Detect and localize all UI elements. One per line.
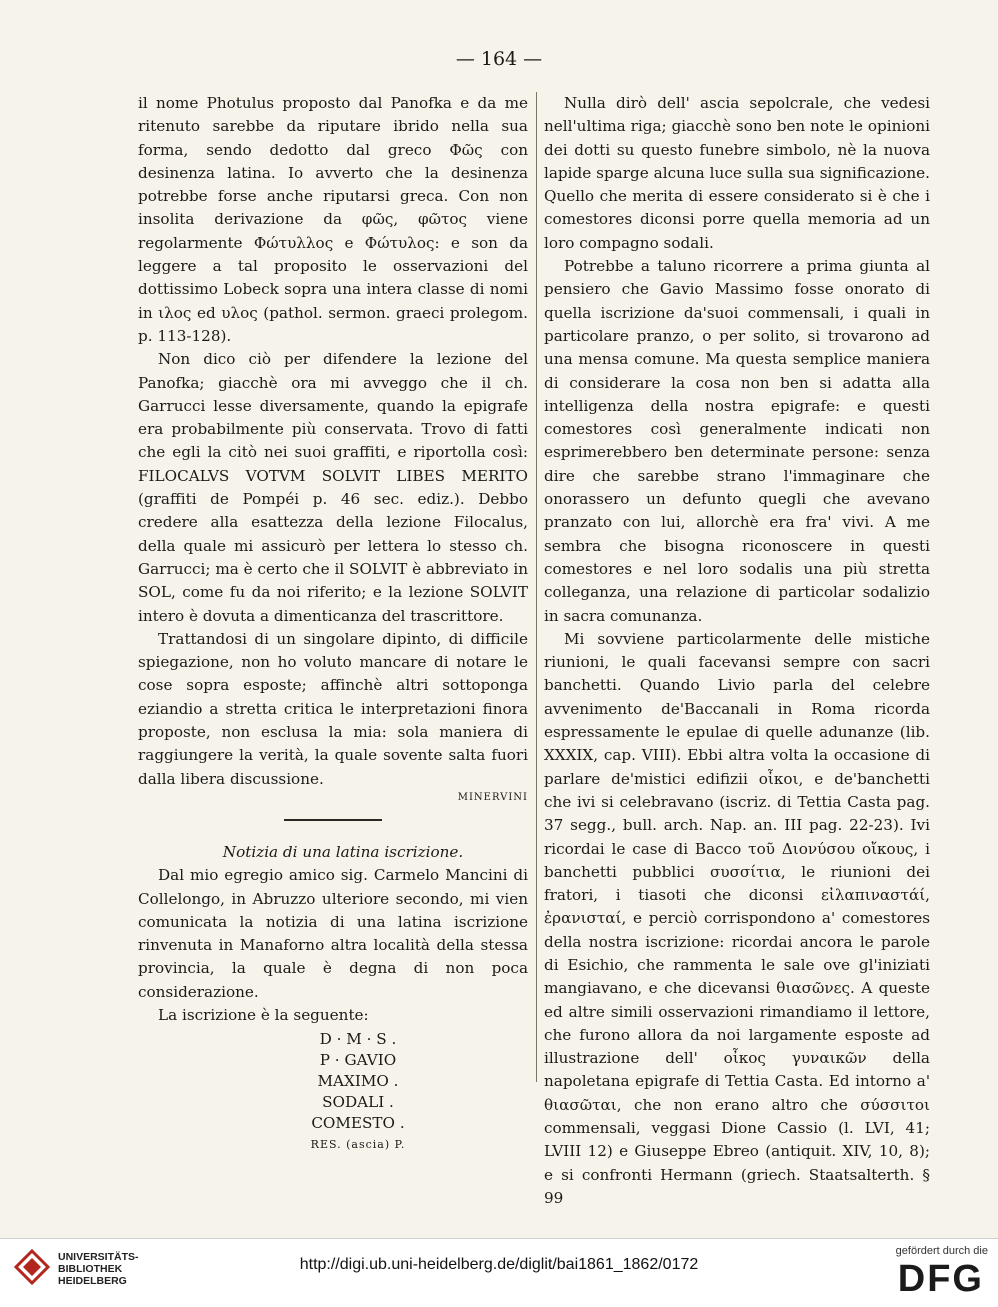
right-paragraph-2: Potrebbe a taluno ricorrere a prima giunta al pensiero che Gavio Massimo fosse onorato di quella iscrizione da'suoi commensali, i quali in particolare pranzo, o per solito, si trovarono ad una mensa comune. Ma questa semplice maniera di considerare la cosa non ben si adatta alla intelligenza della nostra epigrafe: e questi comestores così generalmente indicati non esprimerebbero ben determinate persone: senza dire che sarebbe strano l'immaginare che onorassero un defunto quegli che avevano pranzato con lui, allorchè era fra' vivi. A me sembra che bisogna riconoscere in questi comestores e nel loro sodalis una più stretta colleganza, una relazione di particolar sodalizio in sacra comunanza.: [544, 257, 930, 625]
permalink-url[interactable]: http://digi.ub.uni-heidelberg.de/diglit/bai1861_1862/0172: [299, 1256, 699, 1273]
right-paragraph-1: Nulla dirò dell' ascia sepolcrale, che vedesi nell'ultima riga; giacchè sono ben note le opinioni dei dotti su questo funebre simbolo, nè la nuova lapide sparge alcuna luce sulla sua significazione. Quello che merita di essere considerato si è che i comestores diconsi porre quella memoria ad un loro compagno sodali.: [544, 94, 930, 252]
left-paragraph-5: La iscrizione è la seguente:: [158, 1005, 369, 1024]
left-paragraph-3: Trattandosi di un singolare dipinto, di difficile spiegazione, non ho voluto mancare di notare le cose sopra esposte; affinchè altri sottoponga eziandio a stretta critica le interpretazioni finora proposte, non esclusa la mia: sola maniera di raggiungere la verità, la quale sovente salta fuori dalla libera discussione.: [138, 629, 528, 788]
left-column: [138, 92, 528, 1155]
inscription-line: D · M · S .: [319, 1030, 397, 1049]
right-column: [544, 92, 930, 1210]
left-paragraph-1: il nome Photulus proposto dal Panofka e da me ritenuto sarebbe da riputare ibrido nella sua forma, sendo dedotto dal greco Φῶς con desinenza latina. Io avverto che la desinenza potrebbe forse anche riputarsi greca. Con non insolita derivazione da φῶς, φῶτος viene regolarmente Φώτυλλος e Φώτυλος: e son da leggere a tal proposito le osservazioni del dottissimo Lobeck sopra una intera classe di nomi in ιλος ed υλος (pathol. sermon. graeci prolegom. p. 113-128).: [138, 94, 528, 345]
author-signature: MINERVINI: [457, 791, 528, 803]
inscription-line: COMESTO .: [311, 1114, 405, 1133]
funded-by-label: gefördert durch die: [895, 1245, 988, 1257]
inscription-line: RES. (ascia) P.: [310, 1138, 406, 1152]
column-rule: [536, 92, 537, 1082]
inscription-block: [138, 1029, 528, 1155]
inscription-line: P · GAVIO: [319, 1051, 397, 1070]
viewer-footer: [0, 1238, 998, 1307]
library-name-line: BIBLIOTHEK: [58, 1263, 123, 1275]
section-title: Notizia di una latina iscrizione.: [222, 842, 464, 861]
dfg-logo[interactable]: DFG: [897, 1258, 984, 1300]
section-separator: [284, 819, 382, 821]
library-name-line: UNIVERSITÄTS-: [58, 1251, 139, 1263]
inscription-line: SODALI .: [322, 1093, 394, 1112]
left-paragraph-4: Dal mio egregio amico sig. Carmelo Mancini di Collelongo, in Abruzzo ulteriore secondo, mi vien comunicata la notizia di una latina iscrizione rinvenuta in Manaforno altra località della stessa provincia, la quale è degna di non poca considerazione.: [138, 866, 528, 1001]
library-name-line: HEIDELBERG: [58, 1275, 127, 1287]
right-paragraph-3: Mi sovviene particolarmente delle mistiche riunioni, le quali facevansi sempre con sacri banchetti. Quando Livio parla del celebre avvenimento de'Baccanali in Roma ricorda espressamente le epulae di quelle adunanze (lib. XXXIX, cap. VIII). Ebbi altra volta la occasione di parlare de'mistici edifizii οἶκοι, e de'banchetti che ivi si celebravano (iscriz. di Tettia Casta pag. 37 segg., bull. arch. Nap. an. III pag. 22-23). Ivi ricordai le case di Bacco τοῦ Διονύσου οἴκους, i banchetti pubblici συσσίτια, le riunioni dei fratori, i tiasoti che diconsi εἰλαπιναστάί, ἐρανισταί, e perciò corrispondono a' comestores della nostra iscrizione: ricordai ancora le parole di Esichio, che rammenta le sale ove gl'iniziati mangiavano, e che dicevansi θιασῶνες. A queste ed altre simili osservazioni rimandiamo il lettore, che furono allora da noi largamente esposte ad illustrazione dell' οἶκος γυναικῶν della napoletana epigrafe di Tettia Casta. Ed intorno a' θιασῶται, che non erano altro che σύσσιτοι commensali, veggasi Dione Cassio (l. LVI, 41; LVIII 12) e Giuseppe Ebreo (antiquit. XIV, 10, 8); e si confronti Hermann (griech. Staatsalterth. § 99: [544, 629, 930, 1207]
left-paragraph-2: Non dico ciò per difendere la lezione del Panofka; giacchè ora mi avveggo che il ch. Garrucci lesse diversamente, quando la epigrafe era probabilmente più conservata. Trovo di fatti che egli la citò nei suoi graffiti, e riportolla così: FILOCALVS VOTVM SOLVIT LIBES MERITO (graffiti de Pompéi p. 46 sec. ediz.). Debbo credere alla esattezza della lezione Filocalus, della quale mi assicurò per lettera lo stesso ch. Garrucci; ma è certo che il SOLVIT è abbreviato in SOL, come fu da noi riferito; e la lezione SOLVIT intero è dovuta a dimenticanza del trascrittore.: [138, 350, 528, 625]
inscription-line: MAXIMO .: [317, 1072, 399, 1091]
page-number: — 164 —: [455, 48, 543, 70]
